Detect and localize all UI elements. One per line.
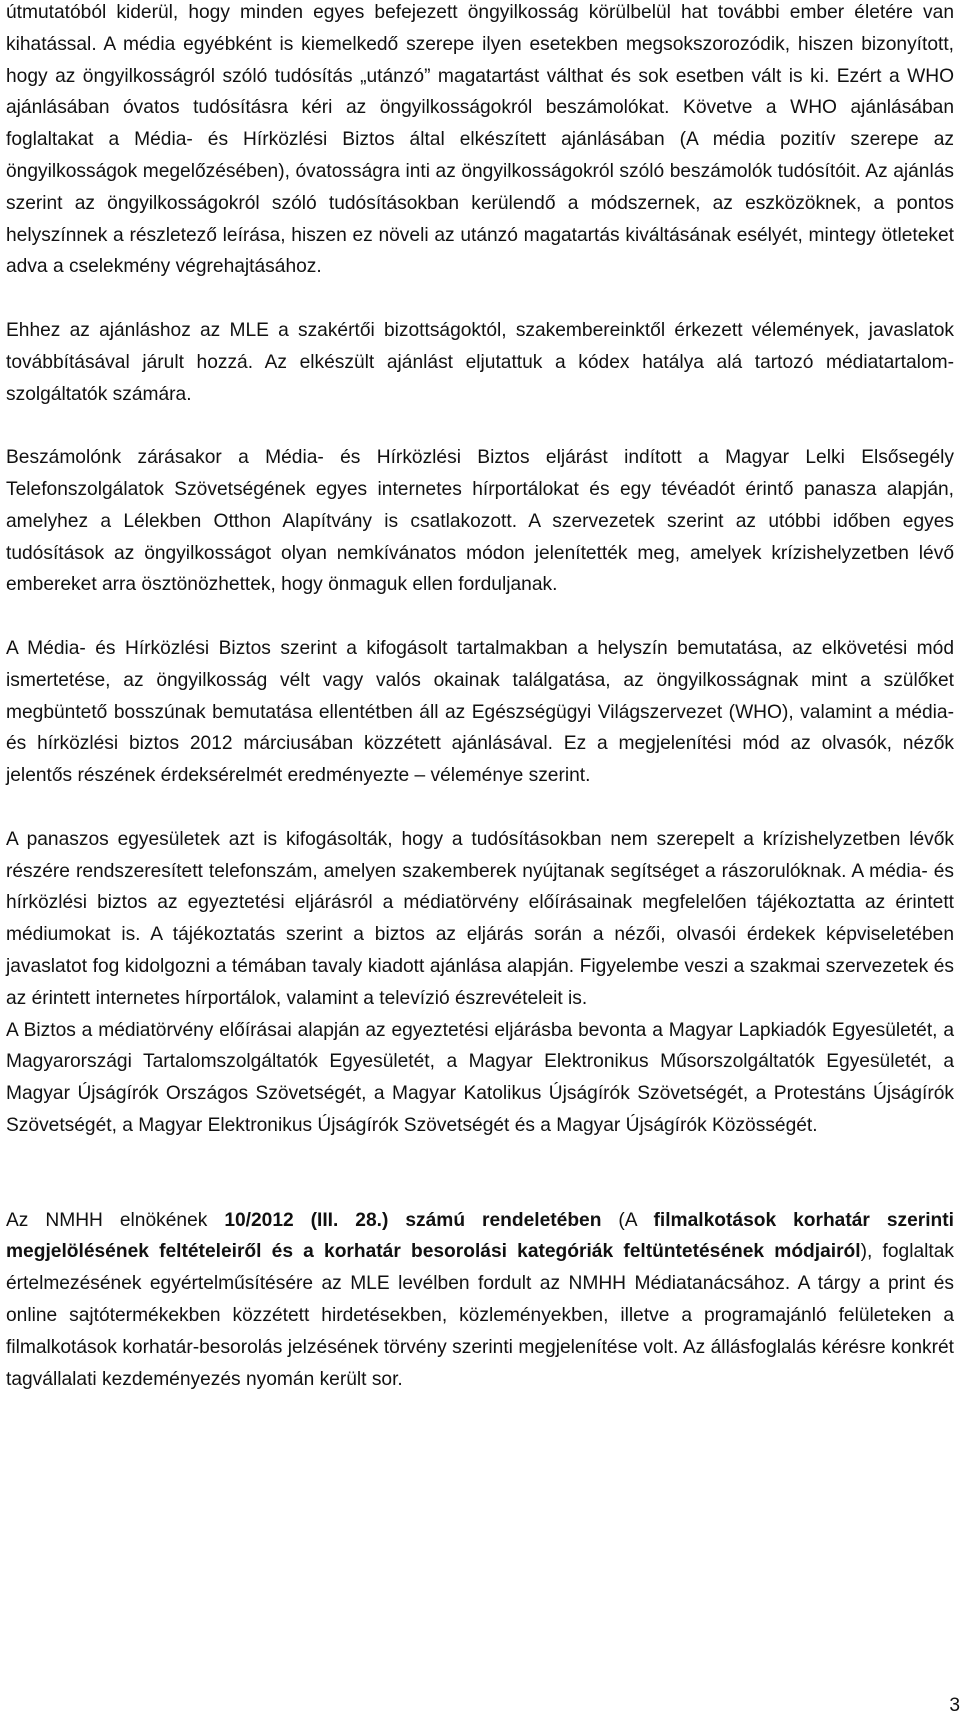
decree-text-2 — [388, 1210, 405, 1231]
paragraph-nmhh-decree — [6, 1205, 954, 1396]
page-number: 3 — [949, 1695, 960, 1716]
paragraph-mle-contribution: Ehhez az ajánláshoz az MLE a szakértői bizottságoktól, szakembereinktől érkezett vélemények, javaslatok továbbításával járult hozzá. Az elkészült ajánlást eljutattuk a kódex hatálya alá tartozó médiatartalom-szolgáltatók számára. — [6, 319, 954, 405]
paragraph-procedure-started: Beszámolónk zárásakor a Média- és Hírközlési Biztos eljárást indított a Magyar Lelki Elsősegély Telefonszolgálatok Szövetségének egyes internetes hírportálokat és egy tévéadót érintő panasza alapján, amelyhez a Lélekben Otthon Alapítvány is csatlakozott. A szervezetek szerint az utóbbi időben egyes tudósítások az öngyilkosságot olyan nemkívánatos módon jelenítették meg, amelyek krízishelyzetben lévő embereket arra ösztönözhettek, hogy önmaguk ellen forduljanak. — [6, 447, 954, 596]
paragraph-complaint-details: A panaszos egyesületek azt is kifogásolták, hogy a tudósításokban nem szerepelt a krízishelyzetben lévők részére rendszeresített telefonszám, amelyen szakemberek nyújtanak segítséget a rászorulóknak. A média- és hírközlési biztos az egyeztetési eljárásról a médiatörvény előírásainak megfelelően tájékoztatta az érintett médiumokat is. A tájékoztatás szerint a biztos az eljárás során a nézői, olvasói érdekek képviseletében javaslatot fog kidolgozni a témában tavaly kiadott ajánlása alapján. Figyelembe veszi a szakmai szervezetek és az érintett internetes hírportálok, valamint a televízió észrevételeit is. — [6, 828, 954, 1009]
decree-text-4: ), foglaltak értelmezésének egyértelműsítésére az MLE levélben fordult az NMHH Médiatanácsához. A tárgy a print és online sajtótermékekben közzétett hirdetésekben, közleményekben, illetve a programajánló felületeken a filmalkotások korhatár-besorolás jelzésének törvény szerinti megjelenítése volt. Az állásfoglalás kérésre konkrét tagvállalati kezdeményezés nyomán került sor. — [6, 1241, 954, 1390]
decree-number: 10/2012 (III. 28.) — [224, 1209, 389, 1231]
paragraph-who-guidance: útmutatóból kiderül, hogy minden egyes befejezett öngyilkosság körülbelül hat további ember életére van kihatással. A média egyébként is kiemelkedő szerepe ilyen esetekben megsokszorozódik, hiszen bizonyított, hogy az öngyilkosságról szóló tudósítás „utánzó” magatartást válthat és sok esetben vált is ki. Ezért a WHO ajánlásában óvatos tudósításra kéri az öngyilkosságokról beszámolókat. Követve a WHO ajánlásában foglaltakat a Média- és Hírközlési Biztos által elkészített ajánlásában (A média pozitív szerepe az öngyilkosságok megelőzésében), óvatosságra inti az öngyilkosságokról szóló beszámolók tudósítóit. Az ajánlás szerint az öngyilkosságokról szóló tudósításokban kerülendő a módszernek, az eszközöknek, a pontos helyszínnek a részletező leírása, hiszen ez növeli az utánzó magatartás kiváltásának esélyét, mintegy ötleteket adva a cselekmény végrehajtásához. — [6, 2, 954, 278]
paragraph-involved-organizations: A Biztos a médiatörvény előírásai alapján az egyeztetési eljárásba bevonta a Magyar Lapkiadók Egyesületét, a Magyarországi Tartalomszolgáltatók Egyesületét, a Magyar Elektronikus Műsorszolgáltatók Egyesületét, a Magyar Újságírók Országos Szövetségét, a Magyar Katolikus Újságírók Szövetségét, a Protestáns Újságírók Szövetségét, a Magyar Elektronikus Újságírók Szövetségét és a Magyar Újságírók Közösségét. — [6, 1019, 954, 1136]
decree-label: számú rendeletében — [405, 1209, 602, 1231]
decree-text-3: (A — [601, 1209, 654, 1231]
document-page — [6, 0, 954, 1395]
decree-text-1: Az NMHH elnökének — [6, 1209, 225, 1231]
decree-title: filmalkotások korhatár szerinti megjelölésének feltételeiről és a korhatár besorolási kategóriák feltüntetésének módjairól — [6, 1209, 955, 1263]
paragraph-commissioner-opinion: A Média- és Hírközlési Biztos szerint a kifogásolt tartalmakban a helyszín bemutatása, az elkövetési mód ismertetése, az öngyilkosság vélt vagy valós okainak találgatása, az öngyilkosságnak mint a szülőket megbüntető bosszúnak bemutatása ellentétben áll az Egészségügyi Világszervezet (WHO), valamint a média- és hírközlési biztos 2012 márciusában közzétett ajánlásával. Ez a megjelenítési mód az olvasók, nézők jelentős részének érdeksérelmét eredményezte – véleménye szerint. — [6, 637, 954, 787]
